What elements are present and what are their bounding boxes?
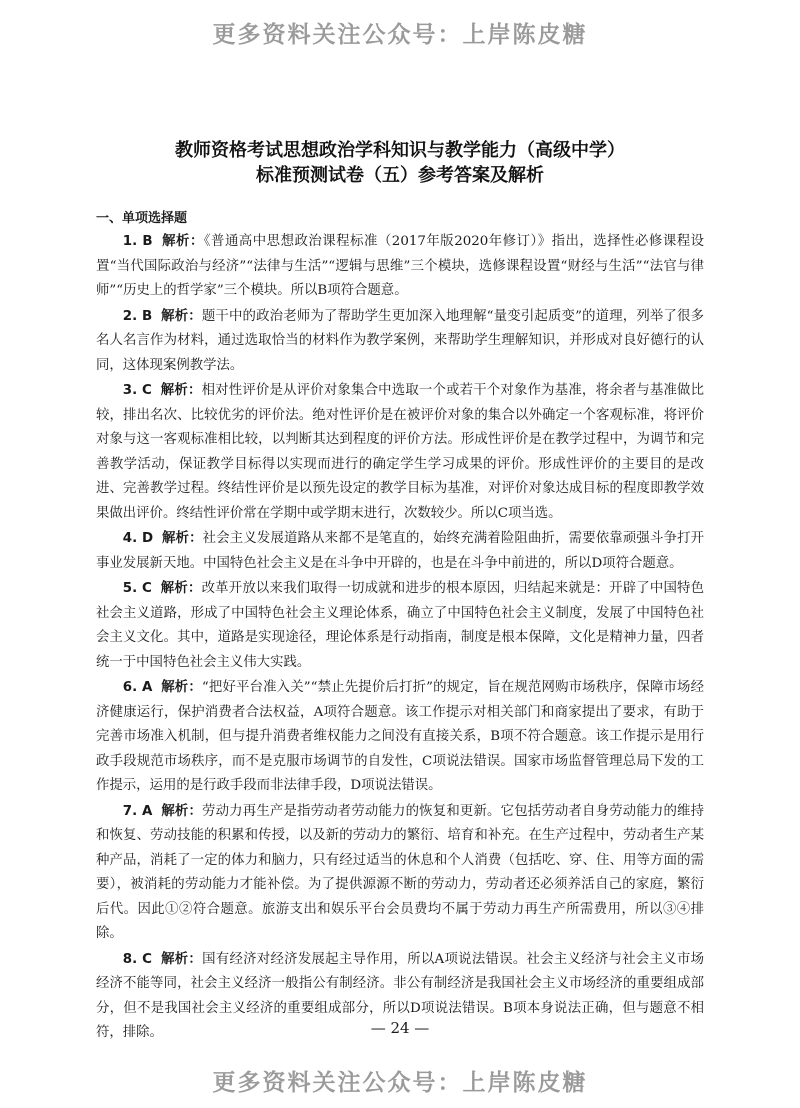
answer-item-5 [96,577,704,675]
answer-text: 国有经济对经济发展起主导作用，所以A项说法错误。社会主义经济与社会主义市场经济不能等同，社会主义经济一般指公有制经济。非公有制经济是我国社会主义市场经济的重要组成部分，但不是我国社会主义经济的重要组成部分，所以D项说法错误。B项本身说法正确，但与题意不相符，排除。 [96,951,705,1040]
answer-number: 1. B [122,234,153,249]
answer-list [96,230,704,1047]
answer-text: 劳动力再生产是指劳动者劳动能力的恢复和更新。它包括劳动者自身劳动能力的维持和恢复、劳动技能的积累和传授，以及新的劳动力的繁衍、培育和补充。在生产过程中，劳动者生产某种产品，消耗了一定的体力和脑力，只有经过适当的休息和个人消费（包括吃、穿、住、用等方面的需要），被消耗的劳动能力才能补偿。为了提供源源不断的劳动力，劳动者还必须养活自己的家庭，繁衍后代。因此①②符合题意。旅游支出和娱乐平台会员费均不属于劳动力再生产所需费用，所以③④排除。 [96,803,705,941]
answer-text: 题干中的政治老师为了帮助学生更加深入地理解“量变引起质变”的道理，列举了很多名人名言作为材料，通过选取恰当的材料作为教学案例，来帮助学生理解知识，并形成对良好德行的认同，这体现案例教学法。 [96,308,705,373]
answer-number: 3. C [122,383,152,398]
answer-label: 解析： [162,234,204,249]
answer-item-4 [96,527,704,576]
answer-label: 解析： [160,581,202,596]
answer-label: 解析： [161,308,202,324]
answer-item-3 [96,379,704,526]
answer-number: 4. D [122,531,154,546]
answer-label: 解析： [160,383,202,398]
answer-text: 《普通高中思想政治课程标准（2017年版2020年修订）》指出，选择性必修课程设置“当代国际政治与经济”“法律与生活”“逻辑与思维”三个模块，选修课程设置“财经与生活”“法官与律师”“历史上的哲学家”三个模块。所以B项符合题意。 [96,234,705,298]
document-title-line1: 教师资格考试思想政治学科知识与教学能力（高级中学） [175,140,625,161]
answer-label: 解析： [161,951,203,967]
answer-number: 2. B [122,308,153,324]
answer-text: 社会主义发展道路从来都不是笔直的，始终充满着险阻曲折，需要依靠顽强斗争打开事业发展新天地。中国特色社会主义是在斗争中开辟的，也是在斗争中前进的，所以D项符合题意。 [96,531,705,571]
answer-item-2 [96,305,704,379]
answer-number: 5. C [122,581,152,596]
document-title-line2: 标准预测试卷（五）参考答案及解析 [256,165,544,186]
section-heading: 一、单项选择题 [96,211,188,226]
answer-label: 解析： [162,531,203,546]
answer-number: 6. A [122,680,153,695]
answer-text: 改革开放以来我们取得一切成就和进步的根本原因，归结起来就是：开辟了中国特色社会主义道路，形成了中国特色社会主义理论体系，确立了中国特色社会主义制度，发展了中国特色社会主义文化。其中，道路是实现途径，理论体系是行动指南，制度是根本保障，文化是精神力量，四者统一于中国特色社会主义伟大实践。 [96,581,705,670]
watermark-top: 更多资料关注公众号：上岸陈皮糖 [212,22,588,48]
answer-item-1 [96,230,704,304]
answer-number: 7. A [122,803,153,819]
answer-item-7 [96,800,704,947]
answer-number: 8. C [122,951,152,967]
answer-label: 解析： [161,680,202,695]
page-number: — 24 — [370,1019,430,1037]
watermark-bottom: 更多资料关注公众号：上岸陈皮糖 [212,1070,588,1096]
answer-text: “把好平台准入关”“禁止先提价后打折”的规定，旨在规范网购市场秩序，保障市场经济健康运行，保护消费者合法权益，A项符合题意。该工作提示对相关部门和商家提出了要求，有助于完善市场准入机制，但与提升消费者维权能力之间没有直接关系，B项不符合题意。该工作提示是用行政手段规范市场秩序，而不是克服市场调节的自发性，C项说法错误。国家市场监督管理总局下发的工作提示，运用的是行政手段而非法律手段，D项说法错误。 [96,680,704,793]
answer-item-6 [96,676,704,799]
answer-text: 相对性评价是从评价对象集合中选取一个或若干个对象作为基准，将余者与基准做比较，排出名次、比较优劣的评价法。绝对性评价是在被评价对象的集合以外确定一个客观标准，将评价对象与这一客观标准相比较，以判断其达到程度的评价方法。形成性评价是在教学过程中，为调节和完善教学活动，保证教学目标得以实现而进行的确定学生学习成果的评价。形成性评价的主要目的是改进、完善教学过程。终结性评价是以预先设定的教学目标为基准，对评价对象达成目标的程度即教学效果做出评价。终结性评价常在学期中或学期末进行，次数较少。所以C项当选。 [96,383,705,521]
answer-label: 解析： [161,803,203,819]
